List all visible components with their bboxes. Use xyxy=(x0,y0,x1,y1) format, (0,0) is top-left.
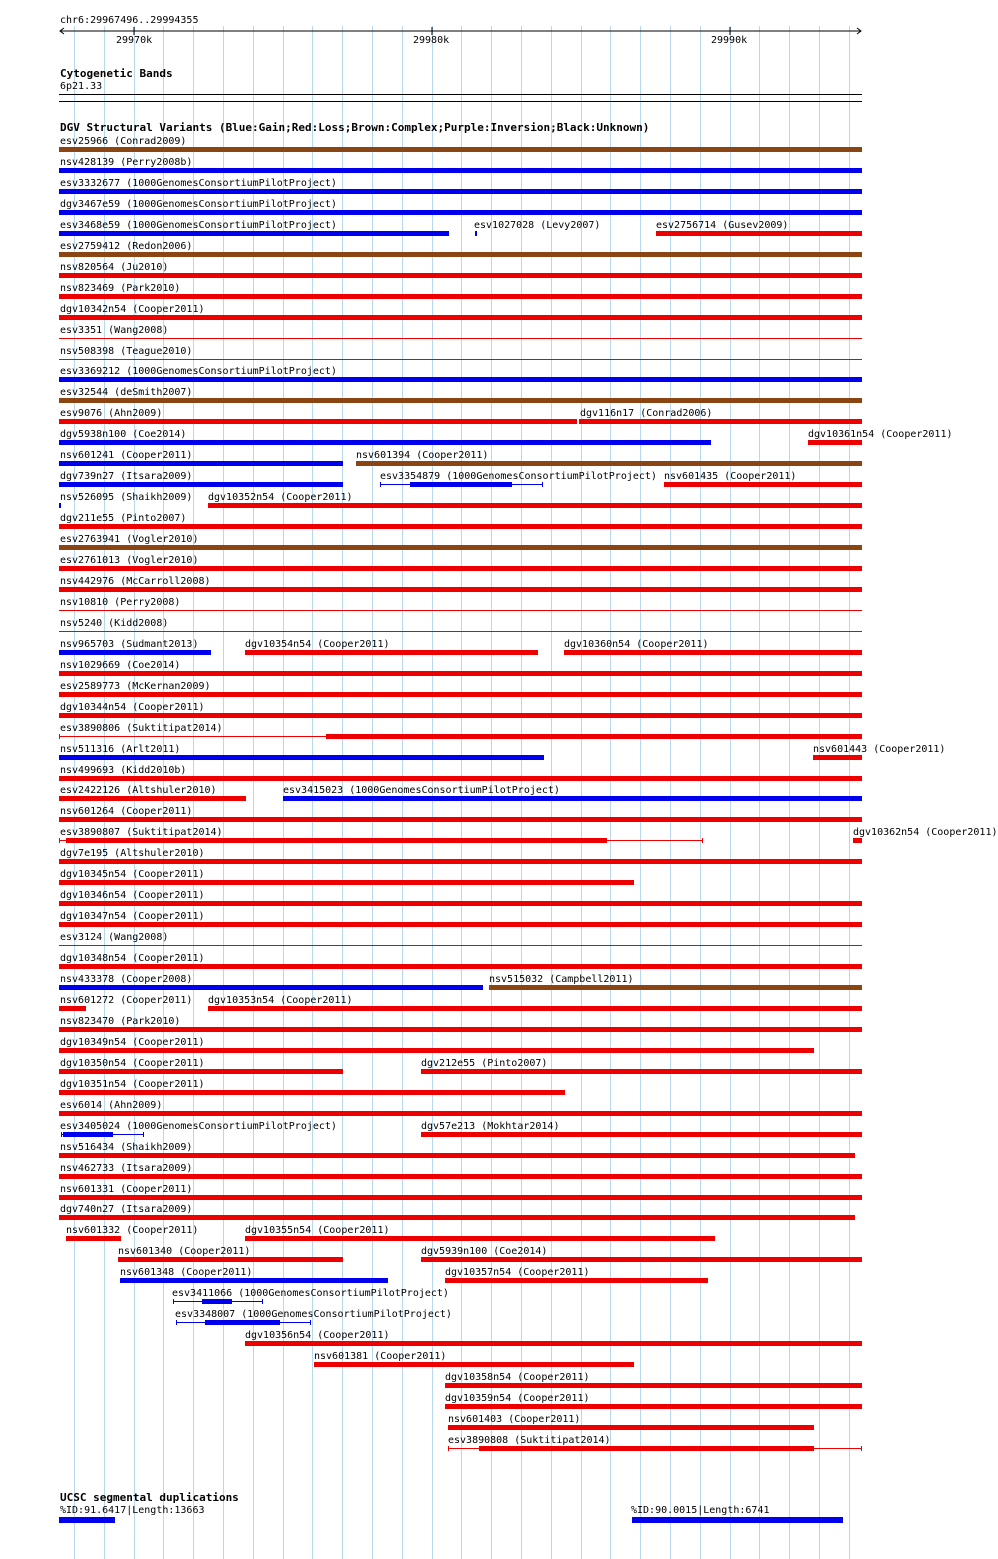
variant-label[interactable]: esv2589773 (McKernan2009) xyxy=(60,681,211,692)
cytoband-track-title[interactable]: Cytogenetic Bands xyxy=(60,67,173,80)
variant-bar-endcap xyxy=(59,838,60,843)
variant-bar[interactable] xyxy=(59,294,862,299)
variant-bar[interactable] xyxy=(421,1132,862,1137)
variant-bar[interactable] xyxy=(410,482,512,487)
variant-bar[interactable] xyxy=(479,1446,814,1451)
variant-bar[interactable] xyxy=(664,482,862,487)
variant-label[interactable]: dgv116n17 (Conrad2006) xyxy=(580,408,713,419)
variant-bar[interactable] xyxy=(579,419,862,424)
variant-label[interactable]: esv3468e59 (1000GenomesConsortiumPilotProject) xyxy=(60,220,337,231)
variant-label[interactable]: esv2756714 (Gusev2009) xyxy=(656,220,789,231)
variant-bar[interactable] xyxy=(59,315,862,320)
variant-label[interactable]: dgv10355n54 (Cooper2011) xyxy=(245,1225,390,1236)
variant-bar[interactable] xyxy=(59,1027,862,1032)
variant-bar[interactable] xyxy=(66,1236,121,1241)
variant-label[interactable]: nsv515032 (Campbell2011) xyxy=(489,974,634,985)
variant-label[interactable]: esv3890807 (Suktitipat2014) xyxy=(60,827,223,838)
variant-label[interactable]: esv3348007 (1000GenomesConsortiumPilotProject) xyxy=(175,1309,452,1320)
variant-bar-endcap xyxy=(310,1320,311,1325)
variant-label[interactable]: dgv10356n54 (Cooper2011) xyxy=(245,1330,390,1341)
variant-label[interactable]: nsv601331 (Cooper2011) xyxy=(60,1184,193,1195)
variant-label[interactable]: nsv508398 (Teague2010) xyxy=(60,346,193,357)
variant-bar[interactable] xyxy=(59,524,862,529)
variant-bar[interactable] xyxy=(59,922,862,927)
variant-label[interactable]: nsv516434 (Shaikh2009) xyxy=(60,1142,193,1153)
variant-label[interactable]: esv3124 (Wang2008) xyxy=(60,932,169,943)
variant-bar-endcap xyxy=(173,1299,174,1304)
variant-label[interactable]: esv2759412 (Redon2006) xyxy=(60,241,193,252)
variant-bar[interactable] xyxy=(59,273,862,278)
variant-bar[interactable] xyxy=(59,1048,814,1053)
variant-label[interactable]: esv2761013 (Vogler2010) xyxy=(60,555,199,566)
variant-bar[interactable] xyxy=(59,419,577,424)
variant-label[interactable]: esv2422126 (Altshuler2010) xyxy=(60,785,217,796)
variant-label[interactable]: esv3890808 (Suktitipat2014) xyxy=(448,1435,611,1446)
variant-label[interactable]: nsv442976 (McCarroll2008) xyxy=(60,576,211,587)
variant-bar[interactable] xyxy=(59,338,862,339)
variant-bar[interactable] xyxy=(59,985,483,990)
variant-bar[interactable] xyxy=(475,231,477,236)
variant-bar[interactable] xyxy=(59,945,862,946)
variant-bar[interactable] xyxy=(326,734,862,739)
variant-label[interactable]: esv25966 (Conrad2009) xyxy=(60,136,187,147)
variant-bar[interactable] xyxy=(59,692,862,697)
ruler-tick-label: 29970k xyxy=(116,35,153,46)
variant-bar[interactable] xyxy=(813,755,862,760)
variant-bar[interactable] xyxy=(205,1320,280,1325)
variant-bar[interactable] xyxy=(59,189,862,194)
variant-label[interactable]: dgv739n27 (Itsara2009) xyxy=(60,471,193,482)
variant-bar[interactable] xyxy=(314,1362,634,1367)
variant-label[interactable]: dgv10347n54 (Cooper2011) xyxy=(60,911,205,922)
variant-bar[interactable] xyxy=(208,1006,862,1011)
variant-label[interactable]: dgv7e195 (Altshuler2010) xyxy=(60,848,205,859)
variant-label[interactable]: nsv5240 (Kidd2008) xyxy=(60,618,169,629)
variant-bar[interactable] xyxy=(445,1278,708,1283)
segdup-bar[interactable] xyxy=(59,1517,115,1523)
variant-bar[interactable] xyxy=(445,1404,862,1409)
variant-bar-endcap xyxy=(176,1320,177,1325)
variant-bar[interactable] xyxy=(245,650,538,655)
variant-label[interactable]: dgv10348n54 (Cooper2011) xyxy=(60,953,205,964)
variant-label[interactable]: nsv601435 (Cooper2011) xyxy=(664,471,797,482)
variant-label[interactable]: dgv10350n54 (Cooper2011) xyxy=(60,1058,205,1069)
variant-bar[interactable] xyxy=(59,610,862,611)
variant-bar[interactable] xyxy=(564,650,862,655)
variant-bar[interactable] xyxy=(283,796,862,801)
variant-bar[interactable] xyxy=(59,776,862,781)
variant-label[interactable]: dgv10342n54 (Cooper2011) xyxy=(60,304,205,315)
variant-bar[interactable] xyxy=(421,1257,862,1262)
variant-label[interactable]: nsv823469 (Park2010) xyxy=(60,283,181,294)
variant-label[interactable]: dgv3467e59 (1000GenomesConsortiumPilotProject) xyxy=(60,199,337,210)
variant-label[interactable]: dgv10349n54 (Cooper2011) xyxy=(60,1037,205,1048)
variant-label[interactable]: dgv10345n54 (Cooper2011) xyxy=(60,869,205,880)
variant-bar[interactable] xyxy=(59,796,246,801)
variant-bar[interactable] xyxy=(59,1195,862,1200)
variant-bar[interactable] xyxy=(59,755,544,760)
variant-bar[interactable] xyxy=(59,1069,343,1074)
variant-bar[interactable] xyxy=(59,1006,86,1011)
variant-label[interactable]: dgv212e55 (Pinto2007) xyxy=(421,1058,548,1069)
variant-bar[interactable] xyxy=(59,587,862,592)
variant-label[interactable]: nsv10810 (Perry2008) xyxy=(60,597,181,608)
variant-bar[interactable] xyxy=(59,1174,862,1179)
variant-label[interactable]: nsv601340 (Cooper2011) xyxy=(118,1246,251,1257)
variant-label[interactable]: nsv1029669 (Coe2014) xyxy=(60,660,181,671)
variant-bar[interactable] xyxy=(208,503,862,508)
variant-label[interactable]: dgv10352n54 (Cooper2011) xyxy=(208,492,353,503)
variant-bar[interactable] xyxy=(245,1341,862,1346)
variant-label[interactable]: nsv965703 (Sudmant2013) xyxy=(60,639,199,650)
variant-bar[interactable] xyxy=(63,1132,113,1137)
variant-label[interactable]: dgv10358n54 (Cooper2011) xyxy=(445,1372,590,1383)
variant-bar[interactable] xyxy=(59,252,862,257)
variant-bar[interactable] xyxy=(59,1215,855,1220)
variant-label[interactable]: dgv10362n54 (Cooper2011) xyxy=(853,827,998,838)
variant-label[interactable]: esv3415023 (1000GenomesConsortiumPilotProject) xyxy=(283,785,560,796)
variant-bar[interactable] xyxy=(59,901,862,906)
variant-label[interactable]: esv6014 (Ahn2009) xyxy=(60,1100,163,1111)
variant-bar[interactable] xyxy=(59,482,343,487)
variant-label[interactable]: nsv601348 (Cooper2011) xyxy=(120,1267,253,1278)
variant-label[interactable]: nsv601272 (Cooper2011) xyxy=(60,995,193,1006)
variant-bar[interactable] xyxy=(808,440,862,445)
segdup-bar[interactable] xyxy=(632,1517,843,1523)
variant-bar-endcap xyxy=(861,1446,862,1451)
variant-label[interactable]: dgv5939n100 (Coe2014) xyxy=(421,1246,548,1257)
variant-label[interactable]: dgv740n27 (Itsara2009) xyxy=(60,1204,193,1215)
variant-label[interactable]: nsv601443 (Cooper2011) xyxy=(813,744,946,755)
variant-bar[interactable] xyxy=(656,231,862,236)
variant-label[interactable]: esv9076 (Ahn2009) xyxy=(60,408,163,419)
variant-bar[interactable] xyxy=(59,566,862,571)
ruler-tick-label: 29980k xyxy=(413,35,450,46)
variant-label[interactable]: nsv823470 (Park2010) xyxy=(60,1016,181,1027)
variant-label[interactable]: dgv10351n54 (Cooper2011) xyxy=(60,1079,205,1090)
variant-bar-endcap xyxy=(262,1299,263,1304)
variant-bar[interactable] xyxy=(59,631,862,632)
variant-label[interactable]: dgv10353n54 (Cooper2011) xyxy=(208,995,353,1006)
variant-bar[interactable] xyxy=(118,1257,343,1262)
variant-label[interactable]: esv3405024 (1000GenomesConsortiumPilotProject) xyxy=(60,1121,337,1132)
variant-bar[interactable] xyxy=(59,545,862,550)
variant-bar[interactable] xyxy=(59,359,862,360)
variant-bar[interactable] xyxy=(445,1383,862,1388)
variant-label[interactable]: esv32544 (deSmith2007) xyxy=(60,387,193,398)
variant-bar[interactable] xyxy=(59,440,711,445)
variant-bar[interactable] xyxy=(59,231,449,236)
variant-label[interactable]: nsv601381 (Cooper2011) xyxy=(314,1351,447,1362)
variant-label[interactable]: esv2763941 (Vogler2010) xyxy=(60,534,199,545)
variant-bar[interactable] xyxy=(489,985,862,990)
variant-bar[interactable] xyxy=(448,1425,814,1430)
variant-bar[interactable] xyxy=(202,1299,232,1304)
variant-bar[interactable] xyxy=(66,838,607,843)
variant-bar[interactable] xyxy=(59,398,862,403)
variant-bar[interactable] xyxy=(59,880,634,885)
variant-label[interactable]: dgv10346n54 (Cooper2011) xyxy=(60,890,205,901)
variant-bar[interactable] xyxy=(853,838,862,843)
ruler-tick-label: 29990k xyxy=(711,35,748,46)
variant-label[interactable]: esv3351 (Wang2008) xyxy=(60,325,169,336)
variant-bar[interactable] xyxy=(59,650,211,655)
variant-bar[interactable] xyxy=(120,1278,388,1283)
variant-label[interactable]: dgv5938n100 (Coe2014) xyxy=(60,429,187,440)
position-label: chr6:29967496..29994355 xyxy=(60,15,199,26)
variant-label[interactable]: dgv10361n54 (Cooper2011) xyxy=(808,429,953,440)
variant-label[interactable]: dgv211e55 (Pinto2007) xyxy=(60,513,187,524)
segdup-track-title[interactable]: UCSC segmental duplications xyxy=(60,1491,239,1504)
variant-bar[interactable] xyxy=(59,1111,862,1116)
variant-bar-endcap xyxy=(59,734,60,739)
variant-label[interactable]: nsv820564 (Ju2010) xyxy=(60,262,169,273)
variant-bar[interactable] xyxy=(59,503,61,508)
variant-label[interactable]: nsv433378 (Cooper2008) xyxy=(60,974,193,985)
variant-label[interactable]: dgv10354n54 (Cooper2011) xyxy=(245,639,390,650)
variant-label[interactable]: esv3332677 (1000GenomesConsortiumPilotProject) xyxy=(60,178,337,189)
variant-bar[interactable] xyxy=(59,1153,855,1158)
variant-bar-endcap xyxy=(380,482,381,487)
variant-label[interactable]: nsv601264 (Cooper2011) xyxy=(60,806,193,817)
variant-label[interactable]: esv1027028 (Levy2007) xyxy=(474,220,601,231)
cytoband-label: 6p21.33 xyxy=(60,81,103,92)
variant-label[interactable]: dgv57e213 (Mokhtar2014) xyxy=(421,1121,560,1132)
dgv-track-title[interactable]: DGV Structural Variants (Blue:Gain;Red:Loss;Brown:Complex;Purple:Inversion;Black:Unknown) xyxy=(60,121,650,134)
variant-bar-endcap xyxy=(702,838,703,843)
variant-label[interactable]: esv3369212 (1000GenomesConsortiumPilotProject) xyxy=(60,366,337,377)
variant-bar[interactable] xyxy=(59,964,862,969)
variant-bar[interactable] xyxy=(59,859,862,864)
variant-label[interactable]: dgv10357n54 (Cooper2011) xyxy=(445,1267,590,1278)
variant-bar-endcap xyxy=(448,1446,449,1451)
variant-bar[interactable] xyxy=(245,1236,715,1241)
variant-label[interactable]: nsv601403 (Cooper2011) xyxy=(448,1414,581,1425)
variant-label[interactable]: nsv601332 (Cooper2011) xyxy=(66,1225,199,1236)
variant-label[interactable]: nsv428139 (Perry2008b) xyxy=(60,157,193,168)
variant-bar[interactable] xyxy=(59,671,862,676)
segdup-label[interactable]: %ID:91.6417|Length:13663 xyxy=(60,1505,205,1516)
variant-label[interactable]: dgv10344n54 (Cooper2011) xyxy=(60,702,205,713)
variant-bar[interactable] xyxy=(59,713,862,718)
variant-label[interactable]: nsv499693 (Kidd2010b) xyxy=(60,765,187,776)
variant-label[interactable]: nsv526095 (Shaikh2009) xyxy=(60,492,193,503)
variant-bar[interactable] xyxy=(59,1090,565,1095)
variant-label[interactable]: dgv10359n54 (Cooper2011) xyxy=(445,1393,590,1404)
variant-bar[interactable] xyxy=(59,461,343,466)
variant-label[interactable]: nsv462733 (Itsara2009) xyxy=(60,1163,193,1174)
variant-bar-endcap xyxy=(143,1132,144,1137)
variant-bar[interactable] xyxy=(59,210,862,215)
variant-label[interactable]: esv3411066 (1000GenomesConsortiumPilotProject) xyxy=(172,1288,449,1299)
segdup-label[interactable]: %ID:90.0015|Length:6741 xyxy=(631,1505,770,1516)
variant-bar-endcap xyxy=(542,482,543,487)
variant-label[interactable]: nsv601394 (Cooper2011) xyxy=(356,450,489,461)
variant-bar[interactable] xyxy=(59,168,862,173)
variant-bar-endcap xyxy=(61,1132,62,1137)
variant-bar[interactable] xyxy=(59,817,862,822)
variant-label[interactable]: esv3354879 (1000GenomesConsortiumPilotProject) xyxy=(380,471,657,482)
variant-label[interactable]: nsv601241 (Cooper2011) xyxy=(60,450,193,461)
variant-bar[interactable] xyxy=(59,147,862,152)
variant-label[interactable]: nsv511316 (Arlt2011) xyxy=(60,744,181,755)
variant-bar[interactable] xyxy=(59,377,862,382)
variant-bar[interactable] xyxy=(421,1069,862,1074)
variant-label[interactable]: dgv10360n54 (Cooper2011) xyxy=(564,639,709,650)
variant-label[interactable]: esv3890806 (Suktitipat2014) xyxy=(60,723,223,734)
variant-bar[interactable] xyxy=(356,461,862,466)
